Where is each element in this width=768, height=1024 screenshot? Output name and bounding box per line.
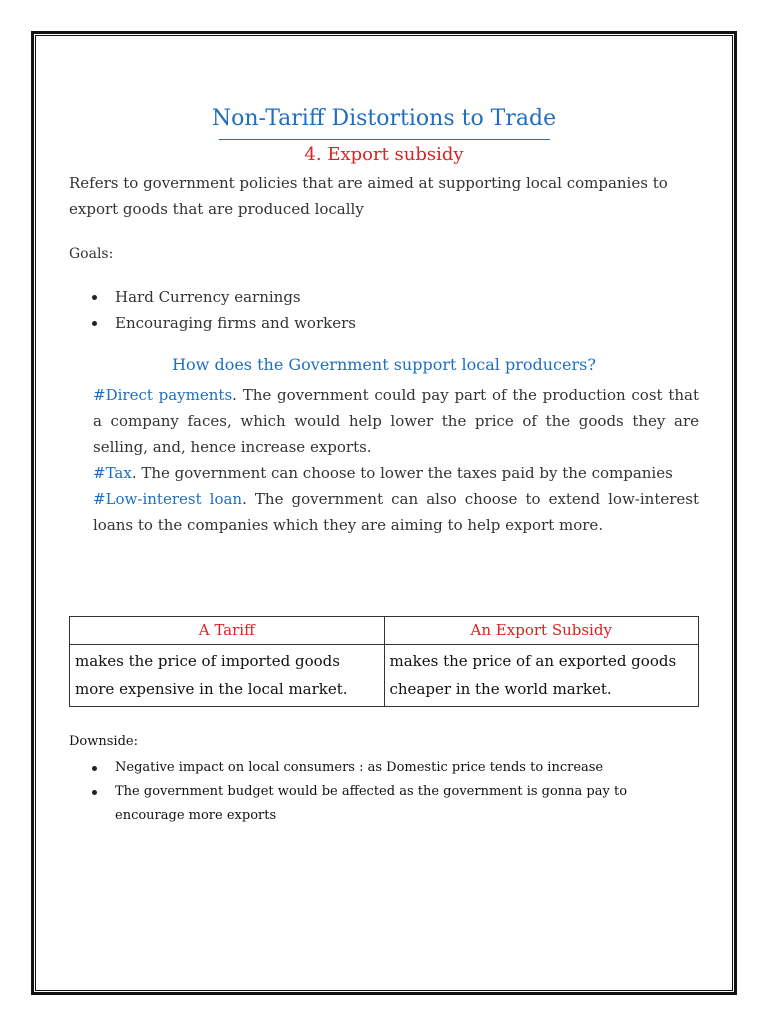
- tax-paragraph: [93, 460, 699, 486]
- table-row: [70, 645, 699, 707]
- direct-payments-paragraph: [93, 382, 699, 460]
- table-header-export-subsidy: An Export Subsidy: [384, 617, 699, 645]
- title-underline: [219, 139, 550, 140]
- tax-text: . The government can choose to lower the taxes paid by the companies: [131, 464, 673, 482]
- support-methods: [93, 382, 699, 538]
- page-title: Non-Tariff Distortions to Trade: [211, 106, 557, 131]
- intro-paragraph: Refers to government policies that are aimed at supporting local companies to export goods that are produced locally: [69, 174, 668, 218]
- goals-list: [90, 284, 356, 336]
- comparison-table: [69, 616, 699, 707]
- direct-payments-text: . The government could pay part of the production cost that a company faces, which would help lower the price of the goods they are selling, and, hence increase exports.: [93, 386, 699, 456]
- support-question-heading: How does the Government support local producers?: [172, 355, 596, 374]
- direct-payments-label: #Direct payments: [93, 386, 233, 404]
- section-subtitle: 4. Export subsidy: [304, 144, 464, 165]
- goal-item: Encouraging firms and workers: [90, 310, 356, 336]
- downside-label: Downside:: [69, 734, 138, 749]
- table-header-row: [70, 617, 699, 645]
- goal-item: Hard Currency earnings: [90, 284, 356, 310]
- table-header-tariff: A Tariff: [70, 617, 385, 645]
- tax-label: #Tax: [93, 464, 132, 482]
- downside-item: The government budget would be affected as the government is gonna pay to encourage more exports: [90, 780, 690, 828]
- loan-text: . The government can also choose to extend low-interest loans to the companies which they are aiming to help export more.: [93, 490, 699, 534]
- table-cell-export-subsidy: makes the price of an exported goods cheaper in the world market.: [384, 645, 699, 707]
- table-cell-tariff: makes the price of imported goods more expensive in the local market.: [70, 645, 385, 707]
- downside-list: [90, 756, 690, 828]
- downside-item: Negative impact on local consumers : as Domestic price tends to increase: [90, 756, 690, 780]
- loan-label: #Low-interest loan: [93, 490, 243, 508]
- loan-paragraph: [93, 486, 699, 538]
- goals-label: Goals:: [69, 246, 114, 262]
